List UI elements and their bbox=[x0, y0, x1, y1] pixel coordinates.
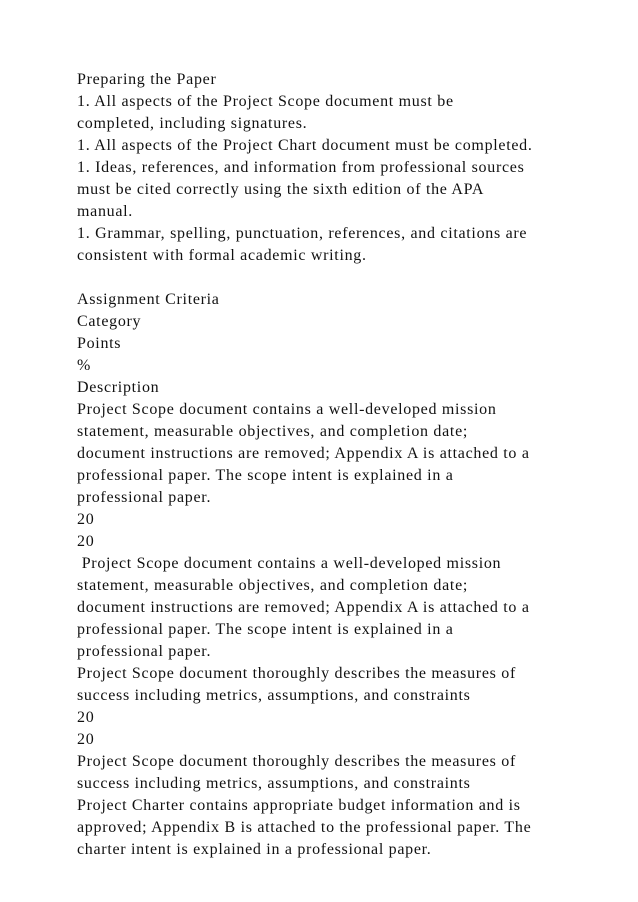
column-header-points: Points bbox=[77, 335, 122, 352]
blank-line bbox=[77, 267, 597, 289]
column-header-description: Description bbox=[77, 379, 160, 396]
text-line: 1. All aspects of the Project Scope document must be bbox=[77, 93, 454, 110]
criteria-text-line: success including metrics, assumptions, and constraints bbox=[77, 775, 471, 792]
text-line: 1. All aspects of the Project Chart document must be completed. bbox=[77, 137, 533, 154]
criteria-text-line: charter intent is explained in a professional paper. bbox=[77, 841, 432, 858]
criteria-text-line: Project Scope document thoroughly describes the measures of bbox=[77, 665, 516, 682]
text-line: must be cited correctly using the sixth edition of the APA bbox=[77, 181, 485, 198]
text-line: manual. bbox=[77, 203, 133, 220]
text-line: 1. Grammar, spelling, punctuation, references, and citations are bbox=[77, 225, 528, 242]
criteria-text-line: Project Scope document contains a well-developed mission bbox=[77, 555, 502, 572]
criteria-text-line: Project Scope document contains a well-developed mission bbox=[77, 401, 497, 418]
column-header-percent: % bbox=[77, 357, 92, 374]
criteria-text-line: professional paper. The scope intent is explained in a bbox=[77, 467, 454, 484]
percent-value: 20 bbox=[77, 731, 95, 748]
criteria-text-line: professional paper. The scope intent is explained in a bbox=[77, 621, 454, 638]
document-text bbox=[77, 69, 597, 861]
criteria-text-line: professional paper. bbox=[77, 643, 212, 660]
criteria-text-line: statement, measurable objectives, and completion date; bbox=[77, 423, 469, 440]
text-line: 1. Ideas, references, and information from professional sources bbox=[77, 159, 525, 176]
points-value: 20 bbox=[77, 709, 95, 726]
criteria-text-line: statement, measurable objectives, and completion date; bbox=[77, 577, 469, 594]
text-line: consistent with formal academic writing. bbox=[77, 247, 367, 264]
text-line: completed, including signatures. bbox=[77, 115, 308, 132]
criteria-text-line: Project Scope document thoroughly describes the measures of bbox=[77, 753, 516, 770]
percent-value: 20 bbox=[77, 533, 95, 550]
section-heading-preparing: Preparing the Paper bbox=[77, 71, 217, 88]
column-header-category: Category bbox=[77, 313, 142, 330]
criteria-text-line: Project Charter contains appropriate budget information and is bbox=[77, 797, 521, 814]
criteria-text-line: success including metrics, assumptions, and constraints bbox=[77, 687, 471, 704]
section-heading-criteria: Assignment Criteria bbox=[77, 291, 220, 308]
criteria-text-line: document instructions are removed; Appendix A is attached to a bbox=[77, 445, 530, 462]
criteria-text-line: document instructions are removed; Appendix A is attached to a bbox=[77, 599, 530, 616]
criteria-text-line: professional paper. bbox=[77, 489, 212, 506]
criteria-text-line: approved; Appendix B is attached to the professional paper. The bbox=[77, 819, 532, 836]
points-value: 20 bbox=[77, 511, 95, 528]
